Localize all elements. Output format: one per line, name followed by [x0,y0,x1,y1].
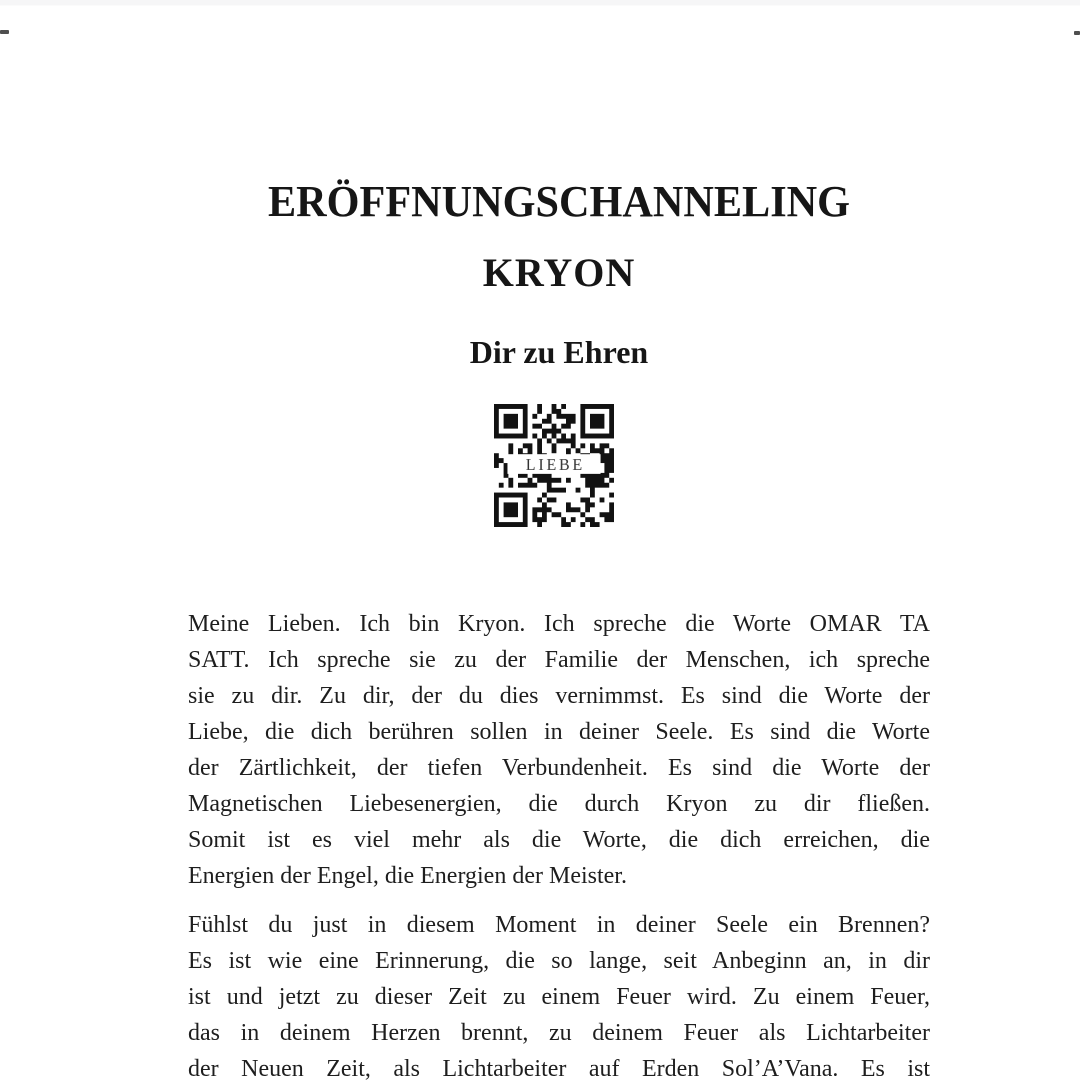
body-line: das in deinem Herzen brennt, zu deinem Feuer als Lichtarbeiter [188,1020,930,1046]
dedication-heading: Dir zu Ehren [469,334,649,370]
left-edge-mark [0,30,9,34]
chapter-subtitle: KRYON [482,250,636,295]
body-line: Magnetischen Liebesenergien, die durch Kryon zu dir fließen. [188,791,930,817]
body-line: Meine Lieben. Ich bin Kryon. Ich spreche die Worte OMAR TA [188,611,930,637]
page-content [188,0,930,1080]
body-line: Es ist wie eine Erinnerung, die so lange, seit Anbeginn an, in dir [188,948,930,974]
body-line: Somit ist es viel mehr als die Worte, die dich erreichen, die [188,827,930,853]
body-line: der Zärtlichkeit, der tiefen Verbundenheit. Es sind die Worte der [188,755,930,781]
body-line: ist und jetzt zu dieser Zeit zu einem Feuer wird. Zu einem Feuer, [188,984,930,1010]
qr-code [494,404,614,527]
body-line: Energien der Engel, die Energien der Meister. [188,863,627,889]
paragraph [188,606,930,894]
body-line: Liebe, die dich berühren sollen in deiner Seele. Es sind die Worte [188,719,930,745]
paragraph [188,907,930,1080]
body-line: sie zu dir. Zu dir, der du dies vernimmst. Es sind die Worte der [188,683,930,709]
body-line: SATT. Ich spreche sie zu der Familie der Menschen, ich spreche [188,647,930,673]
right-edge-mark [1074,31,1080,35]
body-line: der Neuen Zeit, als Lichtarbeiter auf Erden Sol’A’Vana. Es ist [188,1056,930,1080]
body-line: Fühlst du just in diesem Moment in deiner Seele ein Brennen? [188,912,930,938]
body-text [188,606,930,1080]
chapter-title: ERÖFFNUNGSCHANNELING [267,177,851,226]
